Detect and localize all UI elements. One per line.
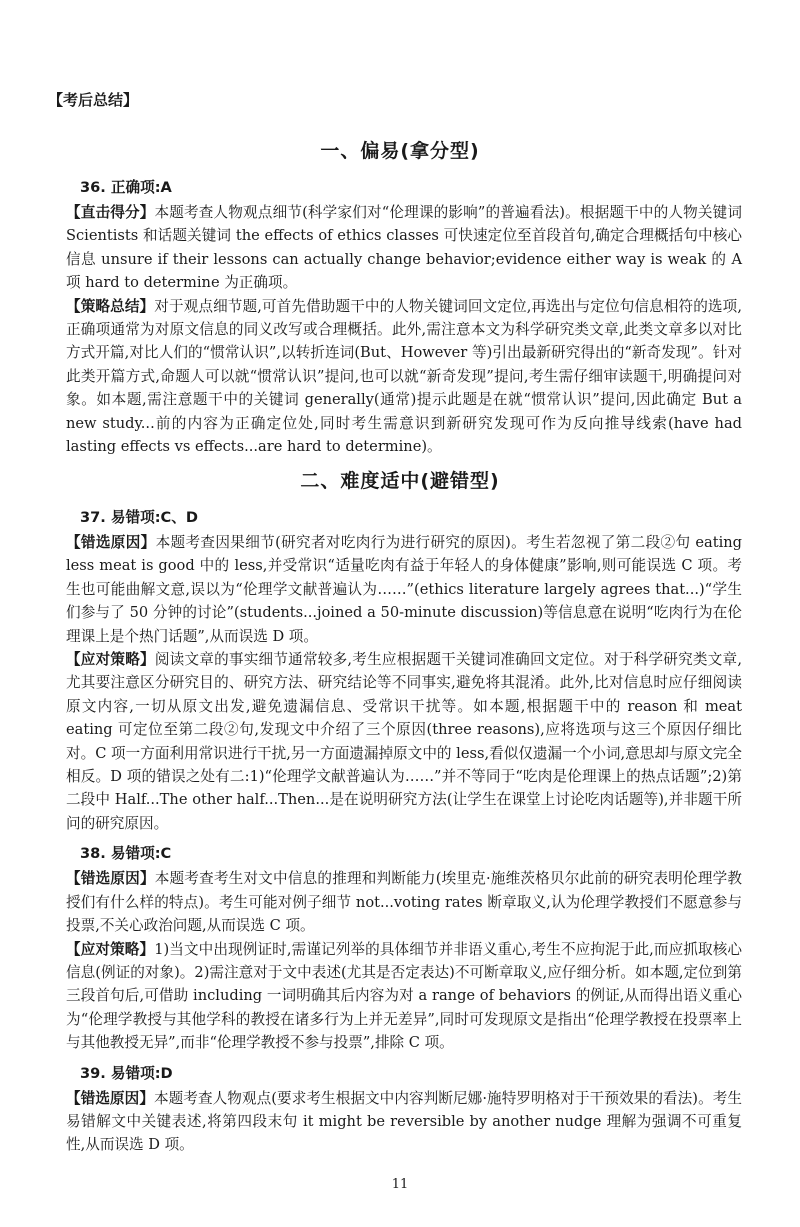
q36-strategy-paragraph: [66, 295, 742, 459]
q39-wrong-reason-paragraph: [66, 1087, 742, 1157]
q38-strategy-tag: 【应对策略】: [66, 940, 155, 958]
q37-strategy-paragraph: [66, 648, 742, 835]
q37-wrong-reason-text: 本题考查因果细节(研究者对吃肉行为进行研究的原因)。考生若忽视了第二段②句 eating less meat is good 中的 less,并受常识“适量吃肉有益于年轻人的身体健康”影响,则可能误选 C 项。考生也可能曲解文意,误以为“伦理学文献普遍认为……”(ethics literature largely agrees that...)“学生们参与了 50 分钟的讨论”(students...joined a 50-minute discussion)等信息意在说明“吃肉行为在伦理课上是个热门话题”,从而误选 D 项。: [66, 534, 742, 645]
q36-direct-score-text: 本题考查人物观点细节(科学家们对“伦理课的影响”的普遍看法)。根据题干中的人物关键词 Scientists 和话题关键词 the effects of ethics classes 可快速定位至首段首句,确定合理概括句中核心信息 unsure if their lessons can actually change behavior;evidence either way is weak 的 A 项 hard to determine 为正确项。: [66, 204, 742, 292]
q39-wrong-reason-text: 本题考查人物观点(要求考生根据文中内容判断尼娜·施特罗明格对于干预效果的看法)。考生易错解文中关键表述,将第四段末句 it might be reversible by another nudge 理解为强调不可重复性,从而误选 D 项。: [66, 1089, 742, 1154]
question-36-heading: 36. 正确项:A: [80, 179, 172, 196]
q37-wrong-reason-paragraph: [66, 531, 742, 648]
q36-direct-score-tag: 【直击得分】: [66, 204, 155, 221]
q39-wrong-reason-tag: 【错选原因】: [66, 1089, 154, 1107]
q36-strategy-tag: 【策略总结】: [66, 297, 155, 315]
section-title-medium: 二、难度适中(避错型): [300, 470, 500, 492]
q38-wrong-reason-text: 本题考查考生对文中信息的推理和判断能力(埃里克·施维茨格贝尔此前的研究表明伦理学教授们有什么样的特点)。考生可能对例子细节 not...voting rates 断章取义,认为伦理学教授们不愿意参与投票,不关心政治问题,从而误选 C 项。: [66, 870, 742, 935]
q38-strategy-paragraph: [66, 938, 742, 1055]
question-37-heading: 37. 易错项:C、D: [80, 509, 198, 526]
q38-wrong-reason-paragraph: [66, 867, 742, 937]
summary-label: 【考后总结】: [48, 91, 139, 109]
question-39-heading: 39. 易错项:D: [80, 1064, 173, 1082]
q38-strategy-text: 1)当文中出现例证时,需谨记列举的具体细节并非语义重心,考生不应拘泥于此,而应抓取核心信息(例证的对象)。2)需注意对于文中表述(尤其是否定表达)不可断章取义,应仔细分析。如本题,定位到第三段首句后,可借助 including 一词明确其后内容为对 a range of behaviors 的例证,从而得出语义重心为“伦理学教授与其他学科的教授在诸多行为上并无差异”,同时可发现原文是指出“伦理学教授在投票率上与其他教授无异”,而非“伦理学教授不参与投票”,排除 C 项。: [66, 940, 742, 1052]
q36-strategy-text: 对于观点细节题,可首先借助题干中的人物关键词回文定位,再选出与定位句信息相符的选项,正确项通常为对原文信息的同义改写或合理概括。此外,需注意本文为科学研究类文章,此类文章多以对比方式开篇,对比人们的“惯常认识”,以转折连词(But、However 等)引出最新研究得出的“新奇发现”。针对此类开篇方式,命题人可以就“惯常认识”提问,也可以就“新奇发现”提问,考生需仔细审读题干,明确提问对象。如本题,需注意题干中的关键词 generally(通常)提示此题是在就“惯常认识”提问,因此确定 But a new study...前的内容为正确定位处,同时考生需意识到新研究发现可作为反向推导线索(have had lasting effects vs effects...are hard to determine)。: [66, 297, 742, 456]
q37-wrong-reason-tag: 【错选原因】: [66, 534, 156, 551]
q37-strategy-tag: 【应对策略】: [66, 651, 155, 669]
question-38-heading: 38. 易错项:C: [80, 845, 172, 863]
section-title-easy: 一、偏易(拿分型): [320, 140, 480, 162]
page-number: 11: [391, 1177, 409, 1192]
q38-wrong-reason-tag: 【错选原因】: [66, 870, 155, 888]
section-easy-content: [66, 175, 742, 458]
q36-direct-score-paragraph: [66, 201, 742, 295]
q37-strategy-text: 阅读文章的事实细节通常较多,考生应根据题干关键词准确回文定位。对于科学研究类文章,尤其要注意区分研究目的、研究方法、研究结论等不同事实,避免将其混淆。此外,比对信息时应仔细阅读原文内容,一切从原文出发,避免遗漏信息、受常识干扰等。如本题,根据题干中的 reason 和 meat eating 可定位至第二段②句,发现文中介绍了三个原因(three reasons),应将选项与这三个原因仔细比对。C 项一方面利用常识进行干扰,另一方面遗漏掉原文中的 less,看似仅遗漏一个小词,意思却与原文完全相反。D 项的错误之处有二:1)“伦理学文献普遍认为……”并不等同于“吃肉是伦理课上的热点话题”;2)第二段中 Half...The other half...Then...是在说明研究方法(让学生在课堂上讨论吃肉话题等),并非题干所问的研究原因。: [66, 651, 742, 832]
section-medium-content: [66, 505, 742, 1157]
